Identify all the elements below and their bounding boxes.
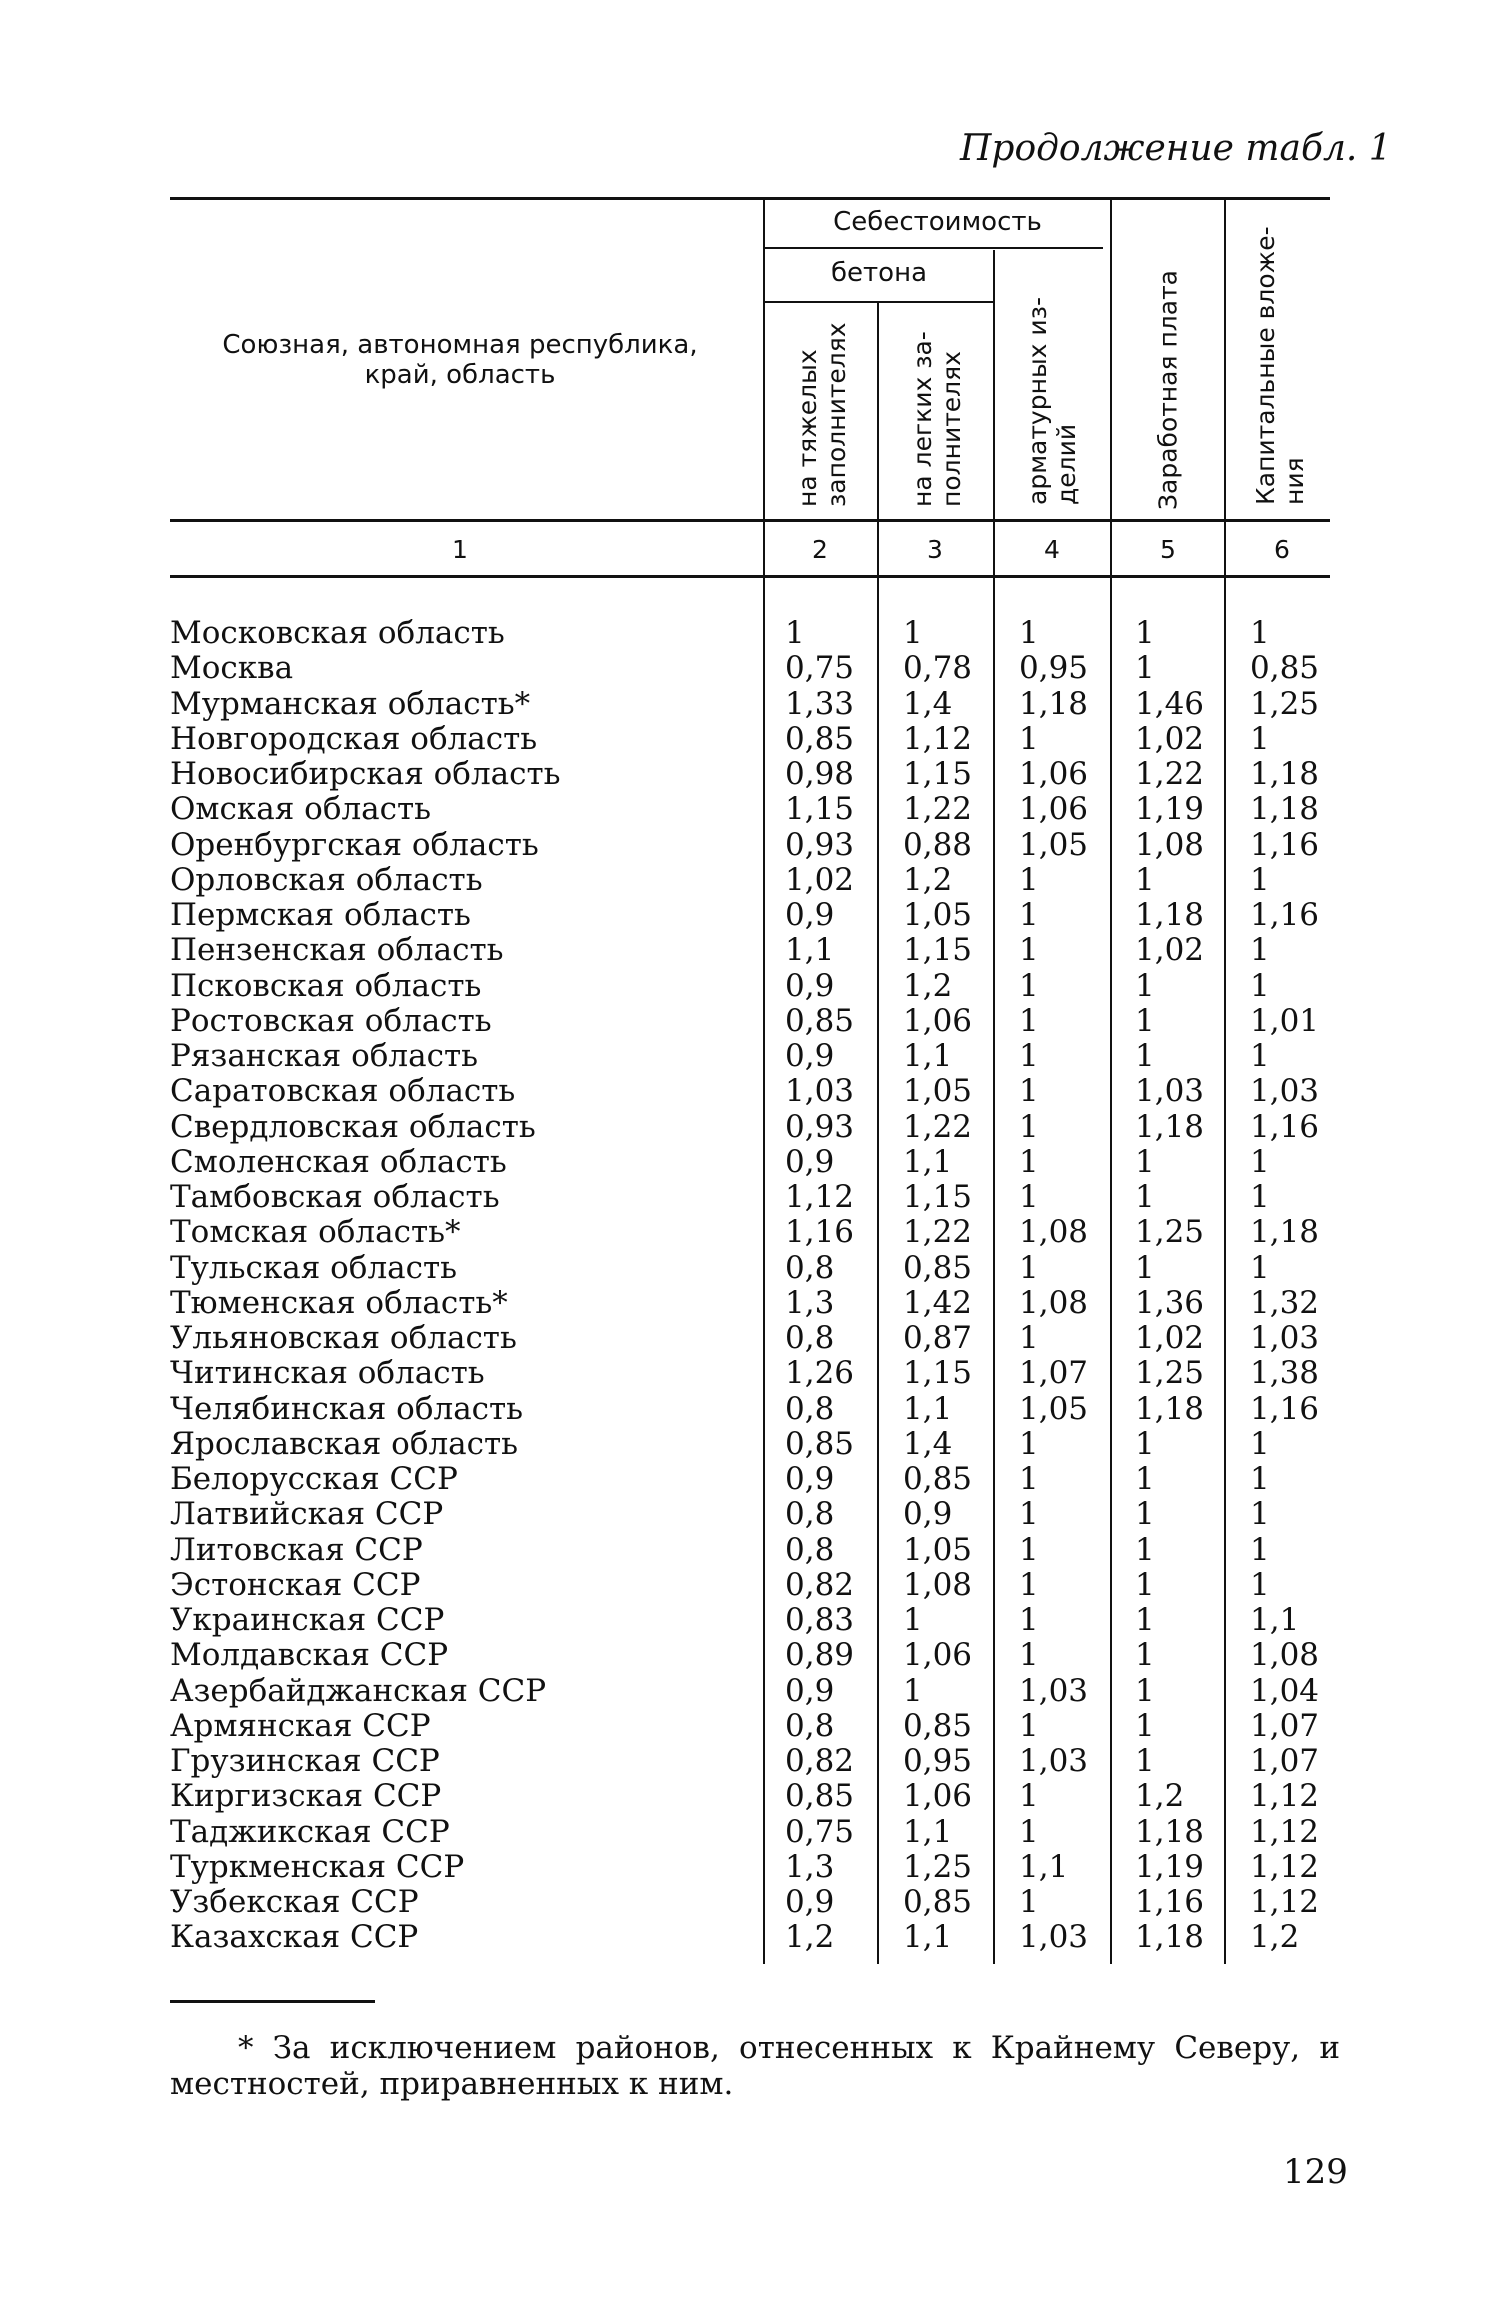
investment-cell: 0,85: [1250, 650, 1320, 687]
rebar-cell: 1: [1019, 1461, 1039, 1497]
light-cell: 1,4: [903, 1425, 953, 1462]
rebar-cell: 1,18: [1019, 685, 1089, 722]
wages-cell: 1,25: [1135, 1214, 1205, 1251]
cost-group-rule: [763, 247, 1103, 249]
heavy-cell: 0,89: [785, 1637, 855, 1674]
investment-cell: 1: [1250, 1143, 1270, 1180]
colnum-3: 3: [927, 535, 943, 564]
rebar-cell: 1: [1019, 1038, 1039, 1074]
rebar-cell: 1,06: [1019, 791, 1089, 828]
investment-cell: 1,32: [1250, 1284, 1320, 1321]
region-cell: Томская область*: [170, 1214, 461, 1251]
heavy-cell: 0,8: [785, 1249, 835, 1286]
investment-cell: 1,16: [1250, 897, 1320, 933]
rebar-cell: 1: [1019, 1813, 1039, 1850]
table-row: [0, 1073, 1500, 1108]
table-row: [0, 1214, 1500, 1249]
wages-cell: 1: [1135, 1143, 1155, 1180]
region-cell: Казахская ССР: [170, 1919, 419, 1956]
investment-cell: 1,25: [1250, 685, 1320, 722]
heavy-cell: 0,9: [785, 1461, 835, 1497]
region-cell: Таджикская ССР: [170, 1813, 450, 1850]
light-cell: 1,22: [903, 1214, 973, 1251]
table-top-rule: [170, 197, 1330, 200]
light-cell: 1,1: [903, 1038, 953, 1074]
table-row: [0, 756, 1500, 791]
light-cell: 0,78: [903, 650, 973, 687]
wages-cell: 1,25: [1135, 1355, 1205, 1392]
investment-cell: 1,18: [1250, 791, 1320, 828]
heavy-cell: 1,03: [785, 1073, 855, 1110]
wages-cell: 1: [1135, 1038, 1155, 1074]
investment-cell: 1: [1250, 1566, 1270, 1603]
light-cell: 1,1: [903, 1390, 953, 1427]
heavy-cell: 0,85: [785, 1425, 855, 1462]
light-cell: 1,25: [903, 1848, 973, 1885]
table-row: [0, 1285, 1500, 1320]
light-cell: 0,85: [903, 1249, 973, 1286]
wages-cell: 1: [1135, 1461, 1155, 1497]
light-cell: 1: [903, 615, 923, 651]
table-row: [0, 1814, 1500, 1849]
region-cell: Новосибирская область: [170, 756, 561, 792]
heavy-cell: 1,02: [785, 861, 855, 898]
investment-cell: 1,18: [1250, 1214, 1320, 1251]
region-cell: Тамбовская область: [170, 1179, 500, 1215]
region-cell: Латвийская ССР: [170, 1496, 444, 1533]
table-row: [0, 1919, 1500, 1954]
table-row: [0, 1391, 1500, 1426]
wages-cell: 1,18: [1135, 1390, 1205, 1427]
investment-cell: 1: [1250, 967, 1270, 1004]
table-row: [0, 897, 1500, 932]
light-cell: 0,88: [903, 826, 973, 863]
light-cell: 1,2: [903, 861, 953, 898]
investment-cell: 1,1: [1250, 1602, 1300, 1638]
table-row: [0, 968, 1500, 1003]
wages-cell: 1: [1135, 1743, 1155, 1779]
heavy-cell: 1,12: [785, 1179, 855, 1215]
table-row: [0, 827, 1500, 862]
cost-group-header: Себестоимость: [833, 207, 1042, 237]
heavy-cell: 1,26: [785, 1355, 855, 1392]
rebar-cell: 1: [1019, 897, 1039, 933]
region-cell: Киргизская ССР: [170, 1778, 442, 1815]
investment-cell: 1: [1250, 1038, 1270, 1074]
rebar-cell: 1: [1019, 932, 1039, 969]
wages-cell: 1,18: [1135, 1813, 1205, 1850]
footnote: [170, 2030, 1340, 2102]
rebar-cell: 1: [1019, 1320, 1039, 1356]
light-cell: 1: [903, 1602, 923, 1638]
investment-cell: 1,07: [1250, 1743, 1320, 1779]
table-row: [0, 721, 1500, 756]
wages-cell: 1: [1135, 967, 1155, 1004]
table-row: [0, 1355, 1500, 1390]
heavy-cell: 0,8: [785, 1320, 835, 1356]
rebar-cell: 1,05: [1019, 826, 1089, 863]
heavy-cell: 0,82: [785, 1566, 855, 1603]
light-cell: 1,05: [903, 897, 973, 933]
region-cell: Украинская ССР: [170, 1602, 445, 1638]
rebar-cell: 1,03: [1019, 1743, 1089, 1779]
heavy-cell: 1,33: [785, 685, 855, 722]
region-cell: Омская область: [170, 791, 432, 828]
region-column-header: Союзная, автономная республика, край, область: [222, 330, 698, 390]
wages-cell: 1: [1135, 861, 1155, 898]
table-row: [0, 686, 1500, 721]
table-row: [0, 1426, 1500, 1461]
region-cell: Туркменская ССР: [170, 1848, 465, 1885]
wages-cell: 1: [1135, 1566, 1155, 1603]
table-row: [0, 615, 1500, 650]
region-cell: Ростовская область: [170, 1002, 492, 1039]
table-row: [0, 1461, 1500, 1496]
investment-cell: 1,03: [1250, 1073, 1320, 1110]
heavy-cell: 0,8: [785, 1390, 835, 1427]
region-cell: Эстонская ССР: [170, 1566, 421, 1603]
heavy-cell: 1: [785, 615, 805, 651]
table-row: [0, 791, 1500, 826]
rebar-cell: 1: [1019, 1637, 1039, 1674]
heavy-cell: 0,9: [785, 1884, 835, 1920]
light-cell: 1,05: [903, 1531, 973, 1568]
heavy-cell: 0,9: [785, 1143, 835, 1180]
wages-cell: 1,36: [1135, 1284, 1205, 1321]
table-row: [0, 1884, 1500, 1919]
table-row: [0, 1849, 1500, 1884]
rebar-cell: 1: [1019, 1143, 1039, 1180]
heavy-cell: 0,9: [785, 1672, 835, 1709]
wages-cell: 1,02: [1135, 720, 1205, 757]
region-cell: Новгородская область: [170, 720, 538, 757]
investment-cell: 1,04: [1250, 1672, 1320, 1709]
light-cell: 1,15: [903, 1355, 973, 1392]
investment-cell: 1,16: [1250, 1108, 1320, 1145]
light-cell: 1,1: [903, 1919, 953, 1956]
heavy-cell: 1,15: [785, 791, 855, 828]
region-cell: Саратовская область: [170, 1073, 516, 1110]
light-cell: 1,05: [903, 1073, 973, 1110]
table-row: [0, 932, 1500, 967]
investment-cell: 1: [1250, 1425, 1270, 1462]
colnum-6: 6: [1274, 535, 1290, 564]
table-row: [0, 1532, 1500, 1567]
light-cell: 1,1: [903, 1813, 953, 1850]
region-cell: Узбекская ССР: [170, 1884, 419, 1920]
heavy-cell: 0,93: [785, 1108, 855, 1145]
rebar-cell: 1: [1019, 1249, 1039, 1286]
region-cell: Азербайджанская ССР: [170, 1672, 547, 1709]
region-cell: Тюменская область*: [170, 1284, 508, 1321]
wages-cell: 1,22: [1135, 756, 1205, 792]
table-row: [0, 1637, 1500, 1672]
investment-cell: 1: [1250, 615, 1270, 651]
rebar-cell: 1: [1019, 615, 1039, 651]
rebar-cell: 1: [1019, 1496, 1039, 1533]
rebar-cell: 1,03: [1019, 1672, 1089, 1709]
table-row: [0, 1673, 1500, 1708]
wages-cell: 1: [1135, 1179, 1155, 1215]
investment-cell: 1: [1250, 1496, 1270, 1533]
footnote-line-1: * За исключением районов, отнесенных к Крайнему Северу, и: [238, 2030, 1340, 2066]
investment-cell: 1,12: [1250, 1813, 1320, 1850]
rebar-header: арматурных из- делий: [1023, 297, 1081, 505]
rebar-cell: 1: [1019, 1566, 1039, 1603]
colnum-2: 2: [812, 535, 828, 564]
heavy-cell: 0,83: [785, 1602, 855, 1638]
wages-cell: 1,18: [1135, 1108, 1205, 1145]
wages-cell: 1: [1135, 1002, 1155, 1039]
table-row: [0, 1708, 1500, 1743]
region-cell: Пензенская область: [170, 932, 504, 969]
rebar-cell: 1: [1019, 1002, 1039, 1039]
heavy-aggregate-header: на тяжелых заполнителях: [793, 322, 851, 507]
rebar-cell: 0,95: [1019, 650, 1089, 687]
rebar-cell: 1: [1019, 967, 1039, 1004]
investment-cell: 1,07: [1250, 1707, 1320, 1744]
wages-cell: 1,08: [1135, 826, 1205, 863]
rebar-cell: 1: [1019, 1884, 1039, 1920]
table-row: [0, 1602, 1500, 1637]
colnum-1: 1: [452, 535, 468, 564]
region-cell: Ярославская область: [170, 1425, 519, 1462]
light-cell: 1,1: [903, 1143, 953, 1180]
wages-cell: 1,18: [1135, 1919, 1205, 1956]
light-cell: 1,08: [903, 1566, 973, 1603]
heavy-cell: 0,85: [785, 1002, 855, 1039]
investment-cell: 1,12: [1250, 1778, 1320, 1815]
heavy-cell: 1,3: [785, 1284, 835, 1321]
heavy-cell: 0,9: [785, 1038, 835, 1074]
wages-cell: 1,03: [1135, 1073, 1205, 1110]
rebar-cell: 1: [1019, 1108, 1039, 1145]
table-row: [0, 1778, 1500, 1813]
region-cell: Белорусская ССР: [170, 1461, 458, 1497]
region-cell: Молдавская ССР: [170, 1637, 449, 1674]
region-cell: Оренбургская область: [170, 826, 539, 863]
region-cell: Псковская область: [170, 967, 482, 1004]
heavy-cell: 0,75: [785, 650, 855, 687]
region-cell: Грузинская ССР: [170, 1743, 440, 1779]
region-cell: Литовская ССР: [170, 1531, 423, 1568]
heavy-cell: 0,8: [785, 1707, 835, 1744]
rebar-cell: 1,06: [1019, 756, 1089, 792]
table-row: [0, 1109, 1500, 1144]
investment-cell: 1,12: [1250, 1848, 1320, 1885]
table-row: [0, 1003, 1500, 1038]
light-cell: 0,9: [903, 1496, 953, 1533]
rebar-cell: 1: [1019, 1073, 1039, 1110]
wages-cell: 1,2: [1135, 1778, 1185, 1815]
wages-cell: 1: [1135, 1637, 1155, 1674]
wages-cell: 1,19: [1135, 791, 1205, 828]
wages-cell: 1: [1135, 1425, 1155, 1462]
rebar-cell: 1: [1019, 1602, 1039, 1638]
wages-cell: 1: [1135, 1531, 1155, 1568]
wages-cell: 1,02: [1135, 1320, 1205, 1356]
investment-cell: 1: [1250, 1179, 1270, 1215]
heavy-cell: 0,8: [785, 1496, 835, 1533]
region-cell: Челябинская область: [170, 1390, 524, 1427]
investment-cell: 1: [1250, 861, 1270, 898]
colnum-5: 5: [1160, 535, 1176, 564]
light-aggregate-header: на легких за- полнителях: [908, 331, 966, 507]
light-cell: 0,87: [903, 1320, 973, 1356]
rebar-cell: 1: [1019, 1778, 1039, 1815]
page-number: 129: [1283, 2152, 1348, 2192]
wages-header: Заработная плата: [1153, 270, 1183, 510]
rebar-cell: 1: [1019, 1531, 1039, 1568]
region-cell: Рязанская область: [170, 1038, 478, 1074]
investment-cell: 1,38: [1250, 1355, 1320, 1392]
table-row: [0, 1743, 1500, 1778]
region-cell: Читинская область: [170, 1355, 485, 1392]
light-cell: 1,42: [903, 1284, 973, 1321]
table-row: [0, 1496, 1500, 1531]
colnum-4: 4: [1044, 535, 1060, 564]
investment-cell: 1,08: [1250, 1637, 1320, 1674]
rebar-cell: 1: [1019, 1707, 1039, 1744]
investment-cell: 1: [1250, 932, 1270, 969]
investment-header: Капитальные вложе- ния: [1251, 226, 1309, 505]
heavy-cell: 1,3: [785, 1848, 835, 1885]
wages-cell: 1: [1135, 1707, 1155, 1744]
rebar-cell: 1: [1019, 1425, 1039, 1462]
region-cell: Орловская область: [170, 861, 483, 898]
investment-cell: 1,03: [1250, 1320, 1320, 1356]
heavy-cell: 1,16: [785, 1214, 855, 1251]
footnote-rule: [170, 2000, 375, 2003]
region-cell: Свердловская область: [170, 1108, 536, 1145]
region-cell: Ульяновская область: [170, 1320, 517, 1356]
rebar-cell: 1,05: [1019, 1390, 1089, 1427]
light-cell: 0,85: [903, 1707, 973, 1744]
wages-cell: 1,02: [1135, 932, 1205, 969]
table-row: [0, 650, 1500, 685]
concrete-group-header: бетона: [830, 258, 927, 288]
heavy-cell: 0,9: [785, 967, 835, 1004]
wages-cell: 1: [1135, 1496, 1155, 1533]
light-cell: 0,85: [903, 1884, 973, 1920]
wages-cell: 1: [1135, 1602, 1155, 1638]
heavy-cell: 0,8: [785, 1531, 835, 1568]
investment-cell: 1,18: [1250, 756, 1320, 792]
continuation-title: Продолжение табл. 1: [960, 128, 1392, 169]
heavy-cell: 0,82: [785, 1743, 855, 1779]
region-cell: Армянская ССР: [170, 1707, 431, 1744]
wages-cell: 1,18: [1135, 897, 1205, 933]
light-cell: 1,15: [903, 756, 973, 792]
heavy-cell: 0,75: [785, 1813, 855, 1850]
heavy-cell: 0,85: [785, 1778, 855, 1815]
investment-cell: 1,16: [1250, 1390, 1320, 1427]
rebar-cell: 1: [1019, 720, 1039, 757]
investment-cell: 1: [1250, 1531, 1270, 1568]
investment-cell: 1,01: [1250, 1002, 1320, 1039]
heavy-cell: 0,93: [785, 826, 855, 863]
table-row: [0, 1567, 1500, 1602]
investment-cell: 1,12: [1250, 1884, 1320, 1920]
rebar-cell: 1,07: [1019, 1355, 1089, 1392]
table-row: [0, 1038, 1500, 1073]
wages-cell: 1,16: [1135, 1884, 1205, 1920]
rebar-cell: 1,03: [1019, 1919, 1089, 1956]
heavy-cell: 1,1: [785, 932, 835, 969]
header-bottom-rule: [170, 519, 1330, 522]
light-cell: 1,15: [903, 1179, 973, 1215]
wages-cell: 1: [1135, 1672, 1155, 1709]
wages-cell: 1,19: [1135, 1848, 1205, 1885]
investment-cell: 1: [1250, 720, 1270, 757]
light-cell: 1,12: [903, 720, 973, 757]
wages-cell: 1: [1135, 615, 1155, 651]
light-cell: 0,95: [903, 1743, 973, 1779]
light-cell: 1,06: [903, 1637, 973, 1674]
table-row: [0, 1250, 1500, 1285]
light-cell: 1,06: [903, 1778, 973, 1815]
investment-cell: 1: [1250, 1461, 1270, 1497]
region-cell: Московская область: [170, 615, 505, 651]
wages-cell: 1: [1135, 1249, 1155, 1286]
light-cell: 1: [903, 1672, 923, 1709]
light-cell: 1,15: [903, 932, 973, 969]
investment-cell: 1,16: [1250, 826, 1320, 863]
light-cell: 1,06: [903, 1002, 973, 1039]
rebar-cell: 1,08: [1019, 1214, 1089, 1251]
region-cell: Мурманская область*: [170, 685, 531, 722]
wages-cell: 1: [1135, 650, 1155, 687]
region-cell: Смоленская область: [170, 1143, 507, 1180]
light-cell: 1,22: [903, 1108, 973, 1145]
region-cell: Пермская область: [170, 897, 471, 933]
heavy-cell: 1,2: [785, 1919, 835, 1956]
heavy-cell: 0,98: [785, 756, 855, 792]
investment-cell: 1,2: [1250, 1919, 1300, 1956]
rebar-cell: 1: [1019, 861, 1039, 898]
light-cell: 0,85: [903, 1461, 973, 1497]
rebar-cell: 1: [1019, 1179, 1039, 1215]
table-row: [0, 1320, 1500, 1355]
investment-cell: 1: [1250, 1249, 1270, 1286]
footnote-line-2: местностей, приравненных к ним.: [170, 2066, 734, 2102]
colnum-bottom-rule: [170, 575, 1330, 578]
table-row: [0, 1144, 1500, 1179]
region-cell: Москва: [170, 650, 294, 687]
heavy-cell: 0,85: [785, 720, 855, 757]
heavy-cell: 0,9: [785, 897, 835, 933]
wages-cell: 1,46: [1135, 685, 1205, 722]
rebar-cell: 1,08: [1019, 1284, 1089, 1321]
light-cell: 1,4: [903, 685, 953, 722]
light-cell: 1,22: [903, 791, 973, 828]
region-cell: Тульская область: [170, 1249, 458, 1286]
rebar-cell: 1,1: [1019, 1848, 1069, 1885]
table-row: [0, 862, 1500, 897]
light-cell: 1,2: [903, 967, 953, 1004]
table-row: [0, 1179, 1500, 1214]
